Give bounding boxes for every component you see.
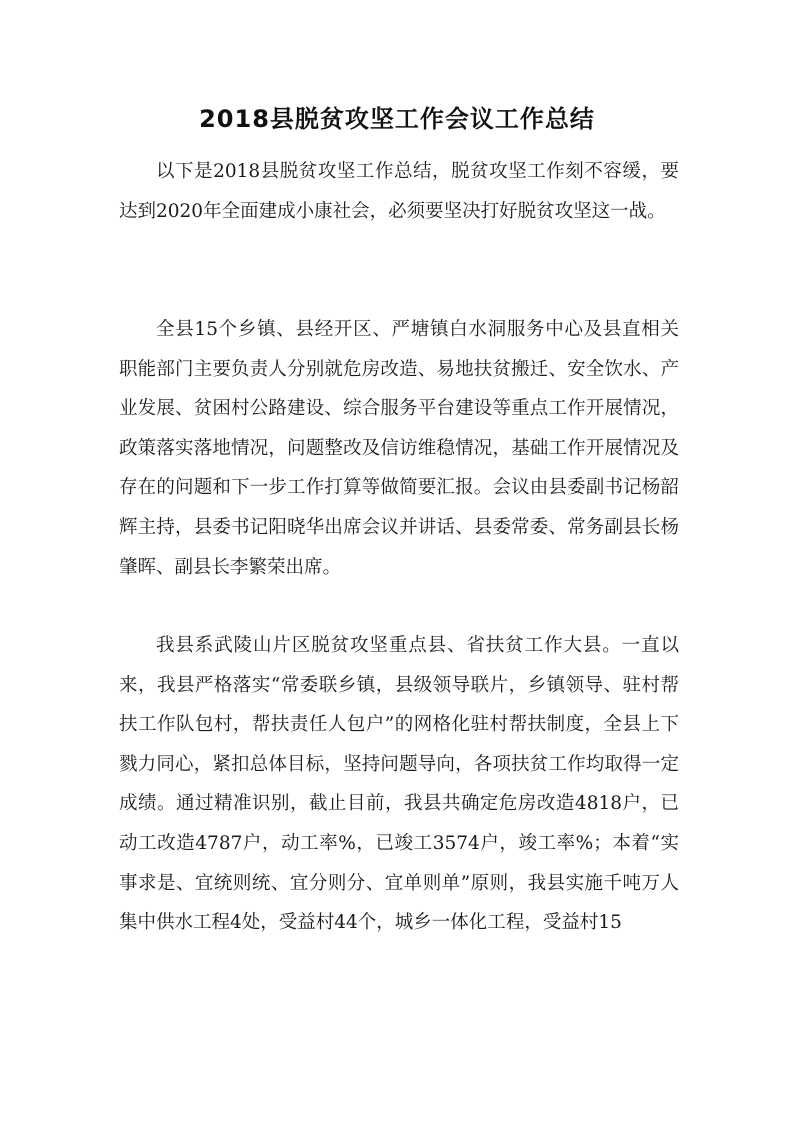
body-paragraph-2: [119, 310, 679, 587]
paragraph-text: 以下是2018县脱贫攻坚工作总结，脱贫攻坚工作刻不容缓，要达到2020年全面建成小康社会，必须要坚决打好脱贫攻坚这一战。: [119, 161, 679, 222]
document-title: 2018县脱贫攻坚工作会议工作总结: [199, 105, 595, 133]
body-paragraph-3: [119, 626, 679, 1042]
paragraph-text: 我县系武陵山片区脱贫攻坚重点县、省扶贫工作大县。一直以来，我县严格落实“常委联乡镇，县级领导联片，乡镇领导、驻村帮扶工作队包村，帮扶责任人包户”的网格化驻村帮扶制度，全县上下戮力同心，紧扣总体目标，坚持问题导向，各项扶贫工作均取得一定成绩。通过精准识别，截止目前，我县共确定危房改造4818户，已动工改造4787户，动工率%，已竣工3574户，竣工率%；本着“实事求是、宜统则统、宜分则分、宜单则单”原则，我县实施千吨万人集中供水工程4处，受益村44个，城乡一体化工程，受益村15: [119, 635, 679, 934]
body-paragraph-1: [119, 152, 679, 231]
paragraph-text: 全县15个乡镇、县经开区、严塘镇白水洞服务中心及县直相关职能部门主要负责人分别就危房改造、易地扶贫搬迁、安全饮水、产业发展、贫困村公路建设、综合服务平台建设等重点工作开展情况，政策落实落地情况，问题整改及信访维稳情况，基础工作开展情况及存在的问题和下一步工作打算等做简要汇报。会议由县委副书记杨韶辉主持，县委书记阳晓华出席会议并讲话、县委常委、常务副县长杨肇晖、副县长李繁荣出席。: [119, 319, 679, 578]
